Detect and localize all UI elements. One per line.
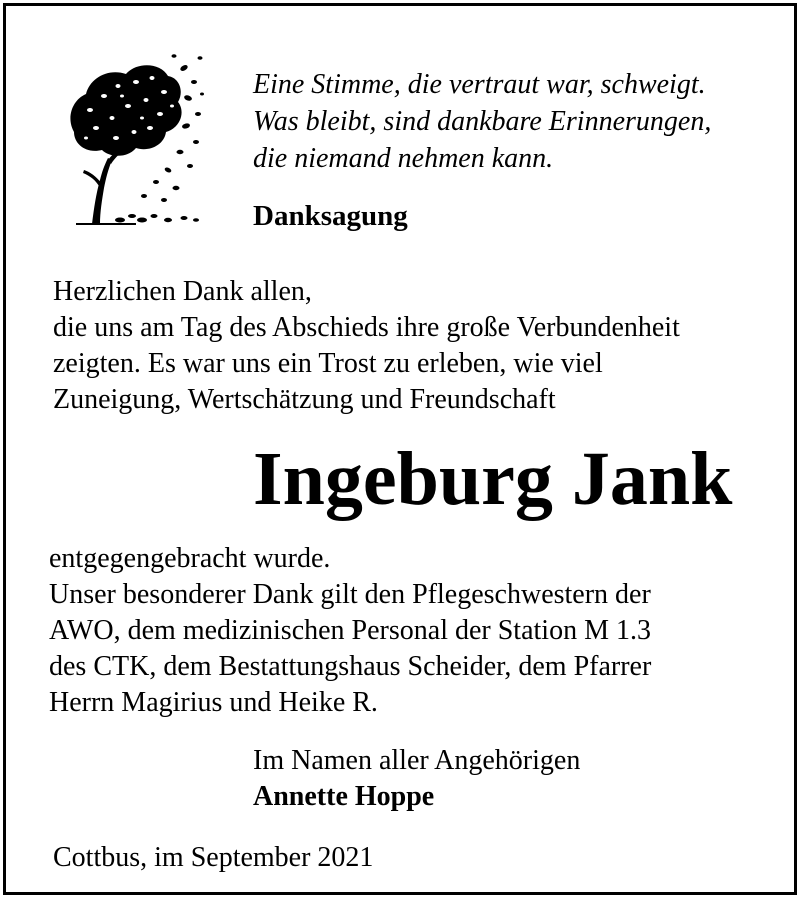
- thanks-line: Herrn Magirius und Heike R.: [49, 687, 378, 718]
- signoff-phrase: Im Namen aller Angehörigen: [253, 745, 581, 776]
- thanks-line: entgegengebracht wurde.: [49, 543, 331, 574]
- quote-line: Eine Stimme, die vertraut war, schweigt.: [253, 69, 706, 100]
- quote-line: Was bleibt, sind dankbare Erinnerungen,: [253, 106, 712, 137]
- intro-line: zeigten. Es war uns ein Trost zu erleben, wie viel: [53, 348, 603, 379]
- thanks-line: des CTK, dem Bestattungshaus Scheider, dem Pfarrer: [49, 651, 652, 682]
- signoff-block: [253, 743, 580, 815]
- notice-frame: [3, 3, 797, 895]
- notice-heading: Danksagung: [253, 200, 408, 232]
- intro-line: die uns am Tag des Abschieds ihre große Verbundenheit: [53, 312, 680, 343]
- intro-line: Herzlichen Dank allen,: [53, 276, 312, 307]
- thanks-line: AWO, dem medizinischen Personal der Station M 1.3: [49, 615, 651, 646]
- memorial-quote: [253, 66, 711, 177]
- quote-line: die niemand nehmen kann.: [253, 143, 554, 174]
- thanks-line: Unser besonderer Dank gilt den Pflegeschwestern der: [49, 579, 651, 610]
- place-date: Cottbus, im September 2021: [53, 842, 374, 873]
- signer-name: Annette Hoppe: [253, 781, 435, 812]
- deceased-name: Ingeburg Jank: [253, 437, 733, 521]
- windblown-tree-icon: [56, 48, 206, 230]
- thanks-paragraph: [49, 541, 651, 721]
- intro-paragraph: [53, 274, 680, 418]
- intro-line: Zuneigung, Wertschätzung und Freundschaft: [53, 384, 556, 415]
